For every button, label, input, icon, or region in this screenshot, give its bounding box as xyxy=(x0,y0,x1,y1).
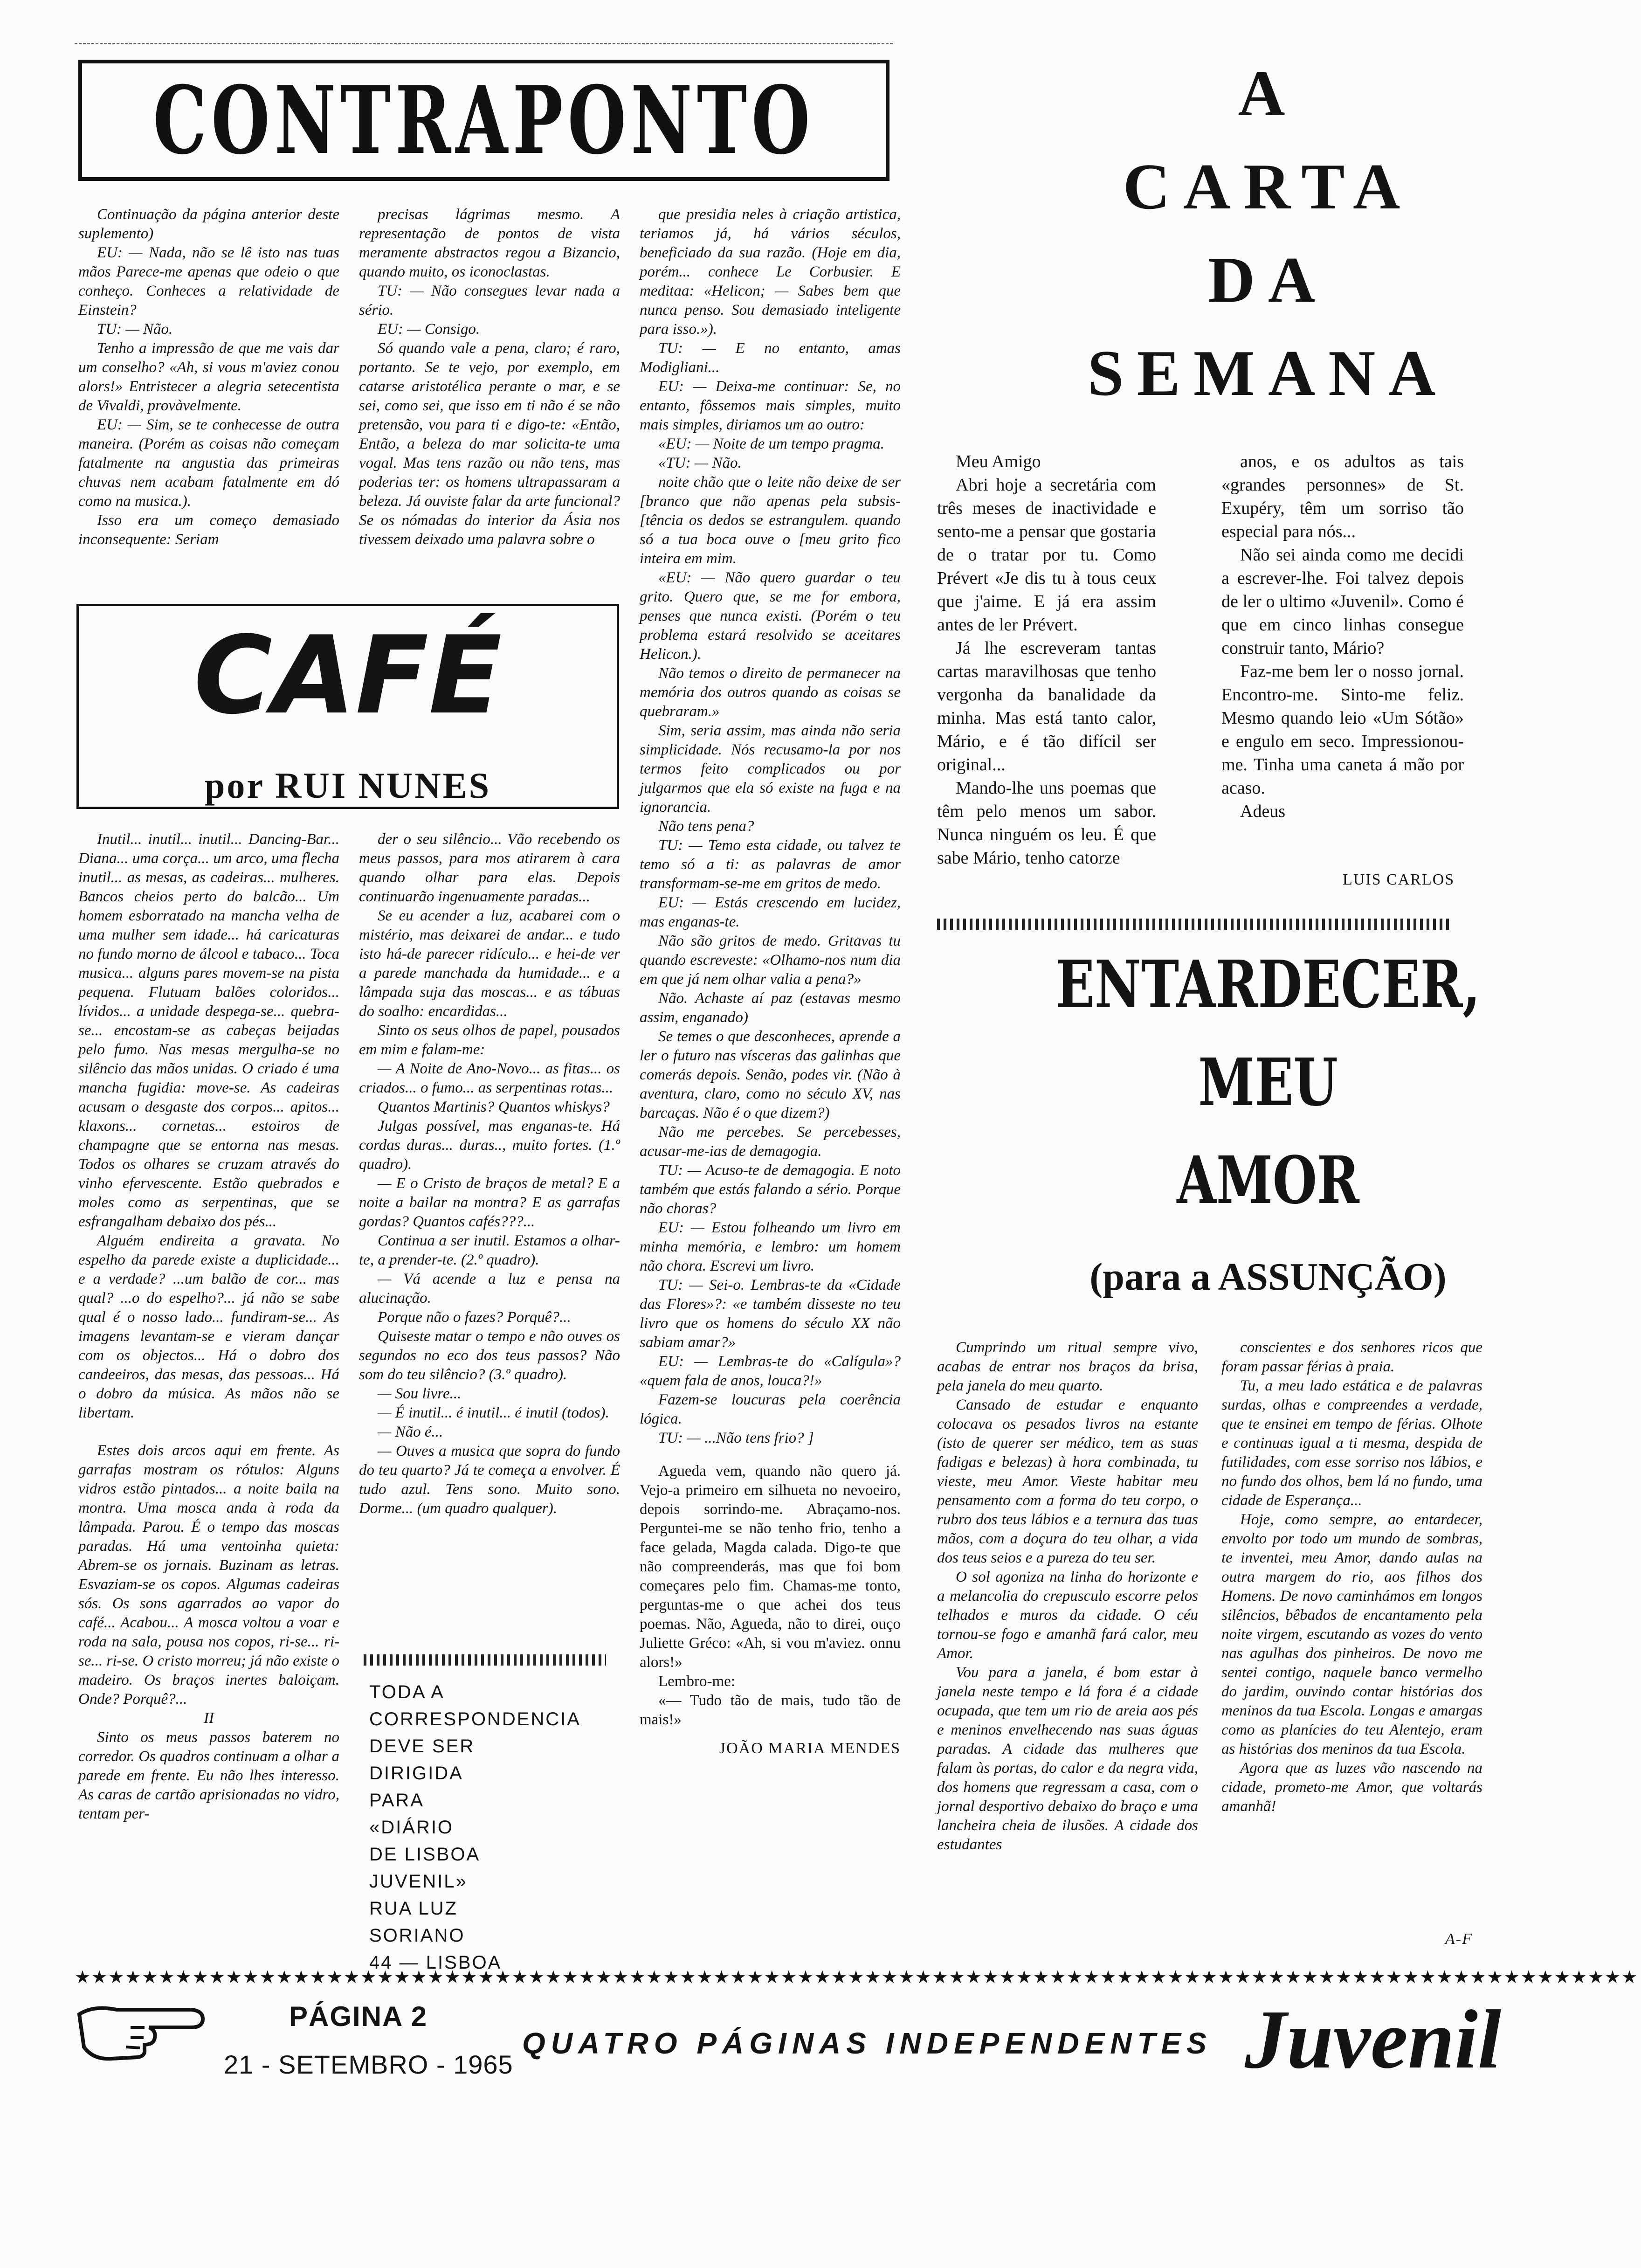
paragraph: O sol agoniza na linha do horizonte e a melancolia do crepusculo escorre pelos telhados e muros da cidade. O céu tornou-se fogo e amanhã fará calor, meu Amor. xyxy=(937,1569,1198,1662)
paragraph: — Vá acende a luz e pensa na alucinação. xyxy=(359,1271,620,1307)
paragraph: Não são gritos de medo. Gritavas tu quando escreveste: «Olhamo-nos num dia em que já nem olhar valia a pena?» xyxy=(640,933,901,988)
paragraph: Cumprindo um ritual sempre vivo, acabas de entrar nos braços da brisa, pela janela do meu quarto. xyxy=(937,1339,1198,1394)
paragraph: TU: — E no entanto, amas Modigliani... xyxy=(640,340,901,376)
paragraph: anos, e os adultos as tais «grandes personnes» de St. Exupéry, têm um sorriso tão especial para nós... xyxy=(1221,452,1464,541)
footer-star-rule: ★★★★★★★★★★★★★★★★★★★★★★★★★★★★★★★★★★★★★★★★★★★★★★★★★★★★★★★★★★★★★★★★★★★★★★★★★★★★★★★★★★★★★★★★★★★★★ xyxy=(75,1967,1639,1987)
carta-title-da: DA xyxy=(1207,244,1329,316)
contraponto-dialogue xyxy=(640,205,901,1448)
paragraph: II xyxy=(204,1710,214,1727)
paragraph: Cansado de estudar e enquanto colocava os pesados livros na estante (isto de querer ser médico, tem as suas fadigas e belezas) à hora combinada, tu vieste, meu Amor. Vieste habitar meu pensamento com a forma do teu corpo, o rubro dos teus lábios e a ternura das tuas mãos, com a doçura do teu olhar, a vida dos teus seios e a pureza do teu ser. xyxy=(937,1397,1198,1566)
divider xyxy=(937,919,1450,930)
paragraph: Mando-lhe uns poemas que têm pelo menos um sabor. Nunca ninguém os leu. É que sabe Mário, tenho catorze xyxy=(937,778,1156,868)
brand-logo: Juvenil xyxy=(1245,1993,1502,2086)
entardecer-column-2 xyxy=(1221,1338,1482,1926)
page-number: PÁGINA 2 xyxy=(289,2001,428,2032)
paragraph: Sinto os meus passos baterem no corredor. Os quadros continuam a olhar a parede em frente. Eu não lhes interesso. As caras de cartão aprisionadas no vidro, tentam per- xyxy=(78,1729,339,1822)
paragraph: noite chão que o leite não deixe de ser [branco que não apenas pela subsis- [tência os dedos se estrangulem. quando só a tua boca ouve o [meu grito fico inteira em mim. xyxy=(640,474,901,567)
paragraph: Não temos o direito de permanecer na memória dos outros quando as coisas se quebraram.» xyxy=(640,665,901,720)
notice-line: 44 — LISBOA xyxy=(369,1952,502,1973)
notice-line: DIRIGIDA xyxy=(369,1763,463,1784)
paragraph: Abri hoje a secretária com três meses de inactividade e sento-me a pensar que gostaria de o tratar por tu. Como Prévert «Je dis tu à tous ceux que j'aime. E já era assim antes de ler Prévert. xyxy=(937,475,1156,635)
paragraph: der o seu silêncio... Vão recebendo os meus passos, para mos atirarem à cara quando olhar para elas. Depois continuarão ingenuamente paradas... xyxy=(359,831,620,905)
paragraph: — Ouves a musica que sopra do fundo do teu quarto? Já te começa a envolver. É tudo azul. Tens sono. Muito sono. Dorme... (um quadro qualquer). xyxy=(359,1443,620,1517)
paragraph: EU: — Nada, não se lê isto nas tuas mãos Parece-me apenas que odeio o que conheço. Conheces a relatividade de Einstein? xyxy=(78,244,339,318)
paragraph: Sim, seria assim, mas ainda não seria simplicidade. Nós recusamo-la por nos termos feito complicados ou por julgarmos que ela só existe na fuga e na ignorancia. xyxy=(640,722,901,816)
paragraph: Isso era um começo demasiado inconsequente: Seriam xyxy=(78,512,339,548)
top-rule xyxy=(75,43,893,46)
paragraph: — A Noite de Ano-Novo... as fitas... os criados... o fumo... as serpentinas rotas... xyxy=(359,1060,620,1096)
paragraph: Quantos Martinis? Quantos whiskys? xyxy=(378,1099,610,1115)
entardecer-title-line-1: ENTARDECER, xyxy=(1055,947,1481,1023)
paragraph: que presidia neles à criação artistica, teriamos já, há vários séculos, beneficiado da sua razão. (Hoje em dia, porém... conhece Le Corbusier. E meditaa: «Helicon; — Sabes bem que nunca penso. Sou demasiado inteligente para isso.»). xyxy=(640,206,901,338)
cafe-title: CAFÉ xyxy=(193,614,502,738)
cafe-column-2 xyxy=(359,830,620,1651)
paragraph: Sinto os seus olhos de papel, pousados em mim e falam-me: xyxy=(359,1022,620,1058)
paragraph: Já lhe escreveram tantas cartas maravilhosas que tenho vergonha da banalidade da minha. Mas está tanto calor, Mário, e é tão difícil ser original... xyxy=(937,638,1156,774)
notice-line: JUVENIL» xyxy=(369,1871,468,1892)
paragraph: — Sou livre... xyxy=(378,1385,462,1402)
paragraph: Agueda vem, quando não quero já. Vejo-a primeiro em silhueta no nevoeiro, depois sorrindo-me. Abraçamo-nos. Perguntei-me se não tenho frio, tenho a face gelada, Magda calada. Digo-te que não compreenderás, mas que foi bom começares pelo fim. Chamas-me tonto, perguntas-me o que achei dos teus poemas. Não, Agueda, não to direi, ouço Juliette Gréco: «Ah, si vou m'aviez. onnu alors!» xyxy=(640,1463,901,1671)
entardecer-subtitle: (para a ASSUNÇÃO) xyxy=(1089,1255,1447,1299)
carta-author: LUIS CARLOS xyxy=(1343,871,1455,888)
paragraph: EU: — Estás crescendo em lucidez, mas enganas-te. xyxy=(640,894,901,930)
paragraph: Continuação da página anterior deste suplemento) xyxy=(78,206,339,242)
paragraph: TU: — Acuso-te de demagogia. E noto também que estás falando a sério. Porque não choras? xyxy=(640,1162,901,1217)
paragraph: TU: — Sei-o. Lembras-te da «Cidade das Flores»?: «e também disseste no teu livro que os homens do século XX não sabiam amar?» xyxy=(640,1277,901,1351)
paragraph: conscientes e dos senhores ricos que foram passar férias à praia. xyxy=(1221,1339,1482,1375)
carta-column-2 xyxy=(1221,450,1464,823)
divider xyxy=(364,1654,606,1666)
paragraph: Vou para a janela, é bom estar à janela neste tempo e lá fora é a cidade ocupada, que tem um rio de areia aos pés e meninos envelhecendo nas suas águas paradas. A cidade das mulheres que falam às portas, do calor e da negra vida, dos homens que regressam a casa, com o jornal desportivo debaixo do braço e uma lancheira cheia de ilusões. A cidade dos estudantes xyxy=(937,1664,1198,1853)
contraponto-column-1 xyxy=(78,205,339,549)
carta-column-1 xyxy=(937,450,1156,870)
paragraph: Se eu acender a luz, acabarei com o mistério, mas deixarei de andar... e tudo isto há-de parecer ridículo... e hei-de ver a parede manchada da humidade... e a lâmpada suja das moscas... e as tábuas do soalho: encardidas... xyxy=(359,907,620,1020)
notice-line: DEVE SER xyxy=(369,1736,475,1756)
pointing-hand-icon xyxy=(75,1986,214,2070)
paragraph: — E o Cristo de braços de metal? E a noite a bailar na montra? E as garrafas gordas? Quantos cafés???... xyxy=(359,1175,620,1230)
carta-title-a: A xyxy=(1238,57,1298,130)
paragraph: EU: — Sim, se te conhecesse de outra maneira. (Porém as coisas não começam fatalmente na angustia das primeiras chuvas nem acabam fatalmente em dó como na musica.). xyxy=(78,416,339,510)
entardecer-column-1 xyxy=(937,1338,1198,1958)
paragraph: precisas lágrimas mesmo. A representação de pontos de vista meramente abstractos regou a Bizancio, quando muito, os iconoclastas. xyxy=(359,206,620,280)
paragraph: Adeus xyxy=(1240,802,1286,821)
contraponto-column-3 xyxy=(640,205,901,1949)
carta-title-semana: SEMANA xyxy=(1087,337,1449,409)
notice-line: TODA A xyxy=(369,1682,445,1702)
paragraph: EU: — Estou folheando um livro em minha memória, e lembro: um homem não chora. Escrevi um livro. xyxy=(640,1219,901,1274)
paragraph: — Não é... xyxy=(378,1424,443,1440)
paragraph: Tu, a meu lado estática e de palavras surdas, olhas e compreendes a verdade, que te ensinei em tempo de férias. Olhote e continuas igual a ti mesma, despida de futilidades, com esse sorriso nos lábios, e no fundo dos olhos, bem lá no fundo, uma cidade de Esperança... xyxy=(1221,1377,1482,1509)
cafe-column-1 xyxy=(78,830,339,1958)
notice-line: PARA xyxy=(369,1790,424,1811)
contraponto-author: JOÃO MARIA MENDES xyxy=(719,1740,901,1757)
contraponto-column-2 xyxy=(359,205,620,549)
paragraph: Estes dois arcos aqui em frente. As garrafas mostram os rótulos: Alguns vidros estão pintados... a noite baila na montra. Uma mosca anda à roda da lâmpada. Parou. É o tempo das moscas paradas. Há uma ventoinha quieta: Abrem-se os jornais. Buzinam as letras. Esvaziam-se os copos. Algumas cadeiras sós. Os sons agarrados ao vapor do café... Acabou... A mosca voltou a voar e roda na sala, pousa nos copos, ri-se... ri-se... ri-se. O cristo morreu; já não existe o madeiro. Os braços inertes baloiçam. Onde? Porquê?... xyxy=(78,1442,339,1708)
contraponto-title: CONTRAPONTO xyxy=(153,65,815,175)
tagline: QUATRO PÁGINAS INDEPENDENTES xyxy=(522,2026,1212,2060)
paragraph: Quiseste matar o tempo e não ouves os segundos no eco dos teus passos? Não som do teu silêncio? (3.º quadro). xyxy=(359,1328,620,1383)
paragraph: TU: — Temo esta cidade, ou talvez te temo só a ti: as palavras de amor transformam-se-me em gritos de medo. xyxy=(640,837,901,892)
paragraph: Fazem-se loucuras pela coerência lógica. xyxy=(640,1391,901,1427)
paragraph: EU: — Deixa-me continuar: Se, no entanto, fôssemos mais simples, muito mais simples, diriamos um ao outro: xyxy=(640,378,901,433)
notice-line: SORIANO xyxy=(369,1925,465,1946)
paragraph: EU: — Lembras-te do «Calígula»? «quem fala de anos, louca?!» xyxy=(640,1353,901,1389)
paragraph: TU: — Não. xyxy=(97,321,173,338)
entardecer-author: A-F xyxy=(1445,1930,1473,1948)
paragraph: Porque não o fazes? Porquê?... xyxy=(378,1309,571,1326)
paragraph: Tenho a impressão de que me vais dar um conselho? «Ah, si vous m'aviez conou alors!» Entristecer a alegria setecentista de Vivaldi, provàvelmente. xyxy=(78,340,339,414)
paragraph: Faz-me bem ler o nosso jornal. Encontro-me. Sinto-me feliz. Mesmo quando leio «Um Sótão» e engulo em seco. Impressionou-me. Tinha uma caneta á mão por acaso. xyxy=(1221,662,1464,798)
paragraph: Meu Amigo xyxy=(956,452,1041,471)
correspondence-notice xyxy=(369,1679,584,1976)
paragraph: Alguém endireita a gravata. No espelho da parede existe a duplicidade... e a verdade? ...um balão de cor... mas qual? ...o do espelho?... já não se sabe qual é o nosso lado... fundiram-se... As imagens levantam-se e vieram dançar com os objectos... Há o dobro dos candeeiros, das mesas, das pessoas... Há o dobro da música. As mãos não se libertam. xyxy=(78,1232,339,1421)
paragraph: Lembro-me: xyxy=(658,1673,735,1690)
paragraph: Não me percebes. Se percebesses, acusar-me-ias de demagogia. xyxy=(640,1124,901,1160)
notice-line: RUA LUZ xyxy=(369,1898,458,1919)
issue-date: 21 - SETEMBRO - 1965 xyxy=(224,2050,513,2079)
paragraph: Continua a ser inutil. Estamos a olhar-te, a prender-te. (2.º quadro). xyxy=(359,1232,620,1268)
paragraph: «EU: — Noite de um tempo pragma. xyxy=(658,436,884,452)
cafe-byline: por RUI NUNES xyxy=(205,765,491,806)
paragraph: — É inutil... é inutil... é inutil (todos). xyxy=(378,1404,609,1421)
paragraph: TU: — Não consegues levar nada a sério. xyxy=(359,283,620,318)
paragraph: «— Tudo tão de mais, tudo tão de mais!» xyxy=(640,1692,901,1728)
notice-line: DE LISBOA xyxy=(369,1844,481,1865)
paragraph: «TU: — Não. xyxy=(658,455,742,471)
paragraph: EU: — Consigo. xyxy=(378,321,480,338)
carta-title-carta: CARTA xyxy=(1123,151,1413,223)
paragraph: Se temes o que desconheces, aprende a ler o futuro nas vísceras das galinhas que comerás depois. Senão, podes vir. (Não à aventura, claro, como no século XV, nas barcaças. Não é o que dizem?) xyxy=(640,1028,901,1121)
paragraph: Só quando vale a pena, claro; é raro, portanto. Se te vejo, por exemplo, em catarse aristotélica perante o mar, e se sei, como sei, que isso em ti não é se não pretensão, vou para ti e digo-te: «Então, Então, a beleza do mar solicita-te uma vogal. Mas tens razão ou não tens, mas poderias ter: os homens ultrapassaram a beleza. Já ouviste falar da arte funcional? Se os nómadas do interior da Ásia nos tivessem deixado uma palavra sobre o xyxy=(359,340,620,548)
notice-line: CORRESPONDENCIA xyxy=(369,1709,581,1729)
paragraph: Agora que as luzes vão nascendo na cidade, prometo-me Amor, que voltarás amanhã! xyxy=(1221,1760,1482,1815)
paragraph: «EU: — Não quero guardar o teu grito. Quero que, se me for embora, penses que nunca existi. (Porém o teu problema estará resolvido se aceitares Helicon.). xyxy=(640,569,901,663)
paragraph: Não sei ainda como me decidi a escrever-lhe. Foi talvez depois de ler o ultimo «Juvenil». Como é que em cinco linhas consegue construir tanto, Mário? xyxy=(1221,545,1464,658)
entardecer-title-line-2: MEU xyxy=(1198,1044,1338,1121)
notice-line: «DIÁRIO xyxy=(369,1817,454,1838)
paragraph: Não tens pena? xyxy=(658,818,754,835)
paragraph: Inutil... inutil... inutil... Dancing-Bar... Diana... uma corça... um arco, uma flecha inutil... as mesas, as cadeiras... mulheres. Bancos cheios perto do balcão... Um homem esborratado na mancha velha de uma mulher sem idade... há caricaturas no fundo morno de álcool e tabaco... Toca musica... alguns pares movem-se na pista pequena. Flutuam balões coloridos... lívidos... a unidade despega-se... quebra-se... encostam-se as cabeças beijadas pelo fumo. Nas mesas mergulha-se no silêncio das mãos unidas. O criado é uma mancha fugidia: move-se. As cadeiras acusam o desgaste dos corpos... apitos... klaxons... cornetas... estoiros de champagne que se entorna nas mesas. Todos os olhares se cruzam através do vinho efervescente. Estão quebrados e moles como as serpentinas, que se esfrangalham debaixo dos pés... xyxy=(78,831,339,1230)
contraponto-closing xyxy=(640,1462,901,1729)
paragraph: Não. Achaste aí paz (estavas mesmo assim, enganado) xyxy=(640,990,901,1026)
paragraph: Hoje, como sempre, ao entardecer, envolto por todo um mundo de sombras, te inventei, meu Amor, dando aulas na outra margem do rio, aos filhos dos Homens. De novo caminhámos em longos silêncios, bêbados de encantamento pela noite virgem, escutando as vozes do vento nas agulhas dos pinheiros. De novo me sentei contigo, naquele banco vermelho do jardim, ouvindo contar histórias dos meninos da tua Escola. Longas e amargas como as planícies do teu Alentejo, eram as histórias dos meninos da tua Escola. xyxy=(1221,1511,1482,1757)
paragraph: Julgas possível, mas enganas-te. Há cordas duras... duras.., muito fortes. (1.º quadro). xyxy=(359,1118,620,1173)
entardecer-title-line-3: AMOR xyxy=(1177,1142,1359,1219)
paragraph: TU: — ...Não tens frio? ] xyxy=(658,1430,814,1446)
